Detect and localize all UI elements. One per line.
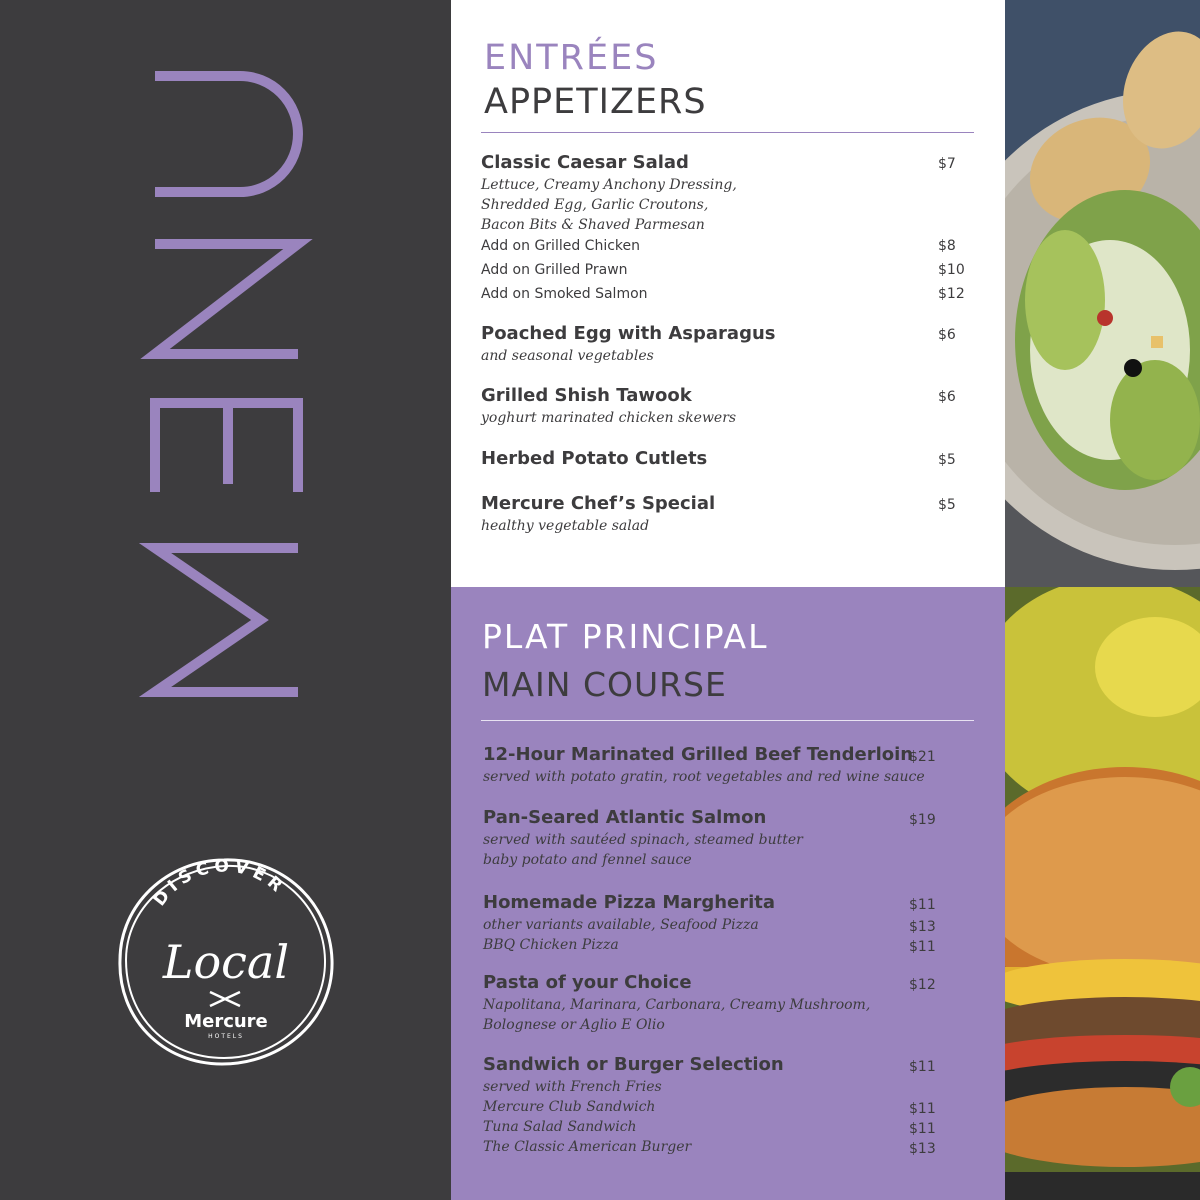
item-description [483, 1077, 953, 1157]
main-course-divider [481, 720, 974, 721]
description-line: Mercure Club Sandwich [483, 1099, 656, 1115]
svg-text:DISCOVER [150, 857, 290, 911]
description-line: The Classic American Burger [483, 1139, 692, 1155]
description-line: Shredded Egg, Garlic Croutons, [481, 197, 709, 213]
menu-item [481, 152, 965, 302]
item-description [483, 830, 953, 870]
item-name: Mercure Chef’s Special [481, 493, 716, 514]
menu-item [483, 892, 953, 955]
main-course-heading-fr: PLAT PRINCIPAL [482, 617, 769, 656]
description-line: Tuna Salad Sandwich [483, 1119, 637, 1135]
appetizers-heading-en: APPETIZERS [484, 82, 707, 122]
description-line: served with sautéed spinach, steamed butter [483, 832, 803, 848]
item-price: $11 [909, 1059, 936, 1075]
logo-cross [210, 992, 240, 1006]
item-name: 12-Hour Marinated Grilled Beef Tenderloin [483, 744, 914, 765]
item-description [483, 915, 953, 955]
logo-top-text: DISCOVER [149, 856, 290, 911]
discover-local-logo [112, 852, 340, 1072]
appetizers-divider [481, 132, 974, 133]
description-line: Bolognese or Aglio E Olio [483, 1017, 665, 1033]
item-price: $7 [938, 156, 956, 172]
item-price: $5 [938, 497, 956, 513]
variant-price: $11 [909, 1121, 936, 1137]
variant-price: $13 [909, 919, 936, 935]
item-description [483, 995, 953, 1035]
letter-m [155, 548, 298, 692]
description-line: Lettuce, Creamy Anchony Dressing, [481, 177, 737, 193]
addon-price: $10 [938, 262, 965, 278]
menu-item [483, 744, 953, 787]
addon-label: Add on Grilled Prawn [481, 262, 628, 278]
item-price: $5 [938, 452, 956, 468]
description-line: served with French Fries [483, 1079, 662, 1095]
item-name: Pan-Seared Atlantic Salmon [483, 807, 767, 828]
item-name: Homemade Pizza Margherita [483, 892, 776, 913]
main-course-section [451, 587, 1005, 1200]
menu-item [483, 972, 953, 1035]
item-price: $12 [909, 977, 936, 993]
left-panel [0, 0, 451, 1200]
item-description: served with potato gratin, root vegetables and red wine sauce [483, 769, 925, 785]
letter-u [155, 76, 298, 192]
burger-photo [1005, 587, 1200, 1200]
logo-brand-text: Mercure [184, 1011, 268, 1032]
item-description: healthy vegetable salad [481, 518, 650, 534]
addon-label: Add on Grilled Chicken [481, 238, 640, 254]
logo-sub-text: HOTELS [208, 1033, 244, 1040]
item-name: Herbed Potato Cutlets [481, 448, 708, 469]
item-price: $6 [938, 389, 956, 405]
menu-item [483, 1054, 953, 1157]
item-description: and seasonal vegetables [481, 348, 654, 364]
menu-item [481, 385, 956, 428]
description-line: other variants available, Seafood Pizza [483, 917, 759, 933]
appetizers-heading-fr: ENTRÉES [484, 38, 659, 78]
variant-price: $13 [909, 1141, 936, 1157]
item-price: $6 [938, 327, 956, 343]
caesar-salad-photo [1005, 0, 1200, 587]
item-name: Classic Caesar Salad [481, 152, 689, 173]
addon-price: $8 [938, 238, 956, 254]
item-name: Grilled Shish Tawook [481, 385, 692, 406]
menu-item [483, 807, 953, 870]
description-line: Bacon Bits & Shaved Parmesan [481, 217, 705, 233]
addon-label: Add on Smoked Salmon [481, 286, 648, 302]
description-line: Napolitana, Marinara, Carbonara, Creamy Mushroom, [483, 997, 871, 1013]
appetizers-section [451, 0, 1005, 587]
logo-script-text: Local [162, 935, 290, 989]
item-description: yoghurt marinated chicken skewers [481, 410, 737, 426]
item-price: $11 [909, 897, 936, 913]
variant-price: $11 [909, 939, 936, 955]
item-name: Sandwich or Burger Selection [483, 1054, 784, 1075]
item-price: $19 [909, 812, 936, 828]
letter-n [155, 244, 298, 354]
description-line: BBQ Chicken Pizza [483, 937, 619, 953]
description-line: baby potato and fennel sauce [483, 852, 692, 868]
main-course-heading-en: MAIN COURSE [482, 665, 727, 704]
menu-item [481, 323, 956, 366]
item-price: $21 [909, 749, 936, 765]
item-name: Poached Egg with Asparagus [481, 323, 776, 344]
addon-price: $12 [938, 286, 965, 302]
variant-price: $11 [909, 1101, 936, 1117]
item-name: Pasta of your Choice [483, 972, 692, 993]
item-description [481, 175, 951, 235]
menu-item [481, 493, 956, 536]
menu-item [481, 448, 956, 469]
